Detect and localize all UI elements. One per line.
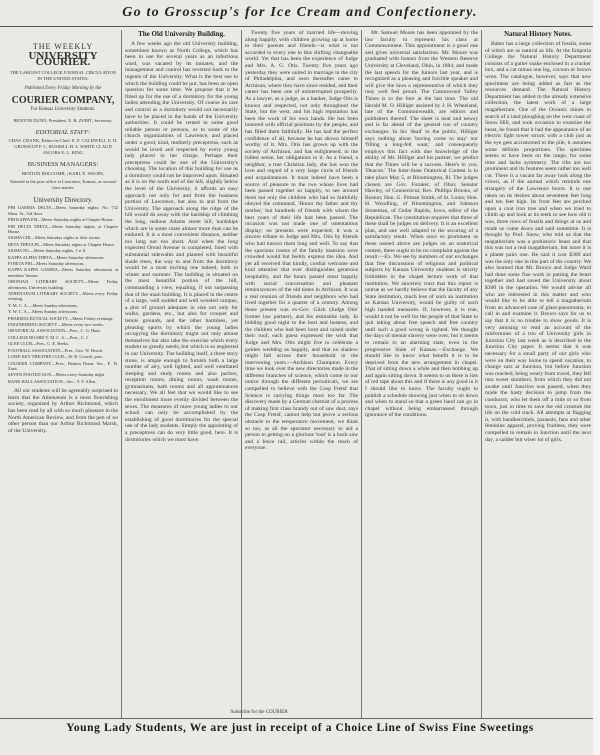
entered-note: Entered at the post office at Lawrence, Kansas, as second class matter.	[10, 178, 116, 190]
directory-closing: All our students will be agreeably surprised to learn that the Athenæum is a most flourishing society, organized by Arthur Richmond, which has been read by all with so much pleasure in the North American Review, and from the pen of no other person than our Arthur Richmond Marsh, of the University.	[8, 388, 118, 434]
article-column-3	[245, 30, 358, 720]
masthead-title: UNIVERSITY COURIER.	[28, 49, 98, 69]
directory-entry: LOWE KEY THEATRE CLUB—W. B. Crouch, pres.	[8, 354, 103, 360]
officers: BENTON DUNN, President. E. B. ZURIT, Secretary.	[13, 117, 113, 123]
directory-entry: PHI KAPPA PSI—Meets Saturday nights at Chapter House.	[8, 217, 114, 223]
article-column-2	[125, 30, 238, 720]
directory-entry: PHARMACEUTICAL SOCIETY—Meets Friday evenings.	[8, 315, 114, 321]
editorial-staff-title: EDITORIAL STAFF:	[35, 128, 91, 136]
directory-title: University Directory.	[33, 195, 93, 204]
masthead-small: THE WEEKLY	[32, 42, 94, 51]
directory-entry: PHI GAMMA DELTA—Meets Saturday nights, No. 732 Mass. St., 3rd floor.	[8, 205, 118, 216]
directory-entry: SIGMA CHI—Meets Saturday nights at their rooms.	[8, 235, 101, 241]
top-banner: Go to Grosscup's for Ice Cream and Confectionery.	[0, 0, 600, 27]
article-body-column-3: Twenty five years of married life—moving along happily, with children growing up at home to their parents and friends—is what is not accorded to every one in this shifting changeable world. Yet that has been the experience of Judge and Mrs. A. G. Otis. Twenty five years ago yesterday they were united in marriage in the city of Philadelphia, and soon thereafter came to Atchison, where they have since resided, and their career has been one of uninterrupted prosperity. As a lawyer, as a judge, as a banker, Judge Otis is known and respected, not only throughout the State, but the west, and his high reputation has been the work of his own hands. He has been honored with official positions by the people, and has filled them faithfully. He has had the perfect confidence of all, because he has shown himself worthy of it. Mrs. Otis has grown up with the society of Atchison, and has enlightened, in the fullest sense, her obligations to it. As a friend, a neighbor, a true Christian lady, she has won the love and regard of a very large circle of friends and acquaintances. It must indeed have been a source of pleasure to the two whose lives had been passed together so happily, to see around them not only the children who had so faithfully obeyed the command, 'Honor thy father and thy mother,' but hundreds of friends with whom the best years of their life had been passed. The occasion was not made one of ostentatious display; no presents were expected; it was a sincere tribute to Judge and Mrs. Otis by friends who had known them long and well. To say that the spacious rooms of the family mansion were crowded would but feebly express the idea. And yet all received that kindly, cordial welcome and kind attention that ever distinguishes generous hospitality, and the hours passed most happily with social conversation and pleasant reminiscences of the old times in Atchison. It was a real reunion of friends and neighbors who had lived together for a quarter of a century. Among those present was ex-Gov. Glick (Judge Otis' former law partner), and his estimable lady. In bidding good night to the host and hostess, and the children who had been born and raised under their roof, each guest expressed the wish that Judge and Mrs. Otis might live to celebrate a golden wedding as happily, and that no shadow might fall across their household in the intervening years.—Atchison Champion. Every time we look over the new directories made in the different branches of science, which come to our notice through the different periodicals, we are compelled to believe with the Cosp Fretsf that Science is carrying things most too far. The discovery made by a German chemist of a process of making first class brandy out of saw dust, says the Cosp Fretsf, cannot help but prove a serious obstacle to the temperance movement, we think so too, as all the spectator necessary to aid a person to getting on a glorious 'toot' is a buck saw and a fence rail, articles within the reach of everyone.	[245, 30, 358, 452]
business-managers: BENTON HOLCOMB, | KARL E. SWOPE,	[21, 170, 105, 176]
page-edge	[593, 0, 600, 755]
directory-list	[8, 205, 118, 384]
company-for: For Kansas University Students.	[30, 106, 96, 112]
directory-entry: ATHENAEUM LITERARY SOCIETY—Meets every Friday evening.	[8, 291, 118, 302]
business-managers-title: BUSINESS MANAGERS:	[27, 161, 99, 169]
directory-entry: BANK HALL ASSOCIATION—Sec., Y. F. Allen.	[8, 378, 97, 384]
directory-entry: ORATORICAL ASSOCIATION—Pres., C. G. Hunt.	[8, 328, 101, 334]
directory-entry: PI BETA PHI—Meets Saturday afternoons.	[8, 261, 85, 266]
masthead-subtitle: THE LARGEST COLLEGE JOURNAL CIRCULATION IN THE UNITED STATES.	[9, 69, 117, 81]
directory-entry: SEVEN FOOTED GUN—Meets every Saturday night.	[8, 372, 106, 378]
directory-entry: BETA THETA PI—Meets Saturday nights at Chapter House.	[8, 241, 116, 247]
directory-entry: PHI DELTA THETA—Meets Saturday nights, at Chapter House.	[8, 223, 118, 234]
company-name: COURIER COMPANY,	[11, 95, 115, 107]
directory-entry: Y. W. C. A.—Meets Sunday afternoons.	[8, 309, 78, 315]
directory-entry: COURIER COMPANY—Pres., Benton Dunn; Sec., E. B. Zurit.	[8, 360, 118, 371]
article-column-5	[485, 30, 591, 720]
directory-entry: FOOTBALL ASSOCIATION—Pres., Geo. W. Beach.	[8, 347, 104, 353]
masthead-column	[8, 30, 118, 720]
editorial-staff: CHAS. CRANK, Editor-in-Chief. E. F. CALDWELL E. D. GROSSCUP F. C. RUSSELL H. S. WHITE CLAUD JACOBS E. L. KING	[8, 138, 118, 156]
directory-entry: GLEE CLUB—Pres., C. E. Beeks.	[8, 341, 70, 347]
article-body-column-4: Mr. Samuel Moore has been appointed by the law faculty to represent his class at Commencement. This appointment is a good one and gives universal satisfaction. Mr. Moore was graduated with honors from the Western Reserve University at Cleveland, Ohio, in 1884, and made the last speech for the Juniors last year, and is recognized as a pleasing and forcible speaker and will give the laws a representative of which they may well feel proud. The Cottonwood Valley Times is to the fore at the last time. The old Herald M. O. Hilliger assisted by J. H. Wheeland, late of the Commonwealth, are editors and publishers thereof. The sheet is neat and newsy and is far ahead of the general run of country exchanges. In his 'dead' to the public, Hilliger says nothing about 'having come to stay' nor 'filling a long-felt want,' and consequently employs this fact with due knowledge of the ability of Mr. Hilliger and his partner, we predict that the Times will be a success. Here's to you, 'Deacon.' The Inter-State Oratorical Contest is to take place May 5, at Bloomington, Ill. The judges chosen are Gov. Foraker, of Ohio; Senator Hawley, of Connecticut; Rev. Phillips Brooks, of Boston; Hon. G. Pitman Smith, of St. Louis; Hon. H. Woodling, of Bloomington, and Johnson Stoneman, of Cedar Rapids, Iowa, editor of the Republican. The constitution requires that three of these shall be judges on delivery. It is an excellent plan, and one well adapted to the securing of a satisfactory result. When once so prominent as these named above are judges on an oratorical contest, there ought to be no complaint against the result.—Ex. We see by numbers of our exchanges that free discussions of religious and political subjects by Kansas University students is strictly forbidden in the chapel lecture work of that institution. We sincerely trust that this report is untrue as we hardly believe that the faculty of any State institution, much less of such an institution as Kansas University, would be guilty of such high handed measures. If, however, it is true, would it not be well for the people of that State to quit taking about free speech and free country until such a good wrong is righted. We thought the days of mental slavery were over, but it seems to remain to an alarming state, even in the progressive State of Kansas.—Exchange. We should like to know what benefit it is to be deprived from the new arrangement in chapel. That of sitting down a while and then bobbing up and again sitting down. It seems to us there is lots of red tape about this and if there is any good in it I should like to know. The faculty ought to publish a schedule showing just when to sit down and when to stand so that a green hand can go in chapel without being embarrassed through ignorance of the conditions.	[365, 30, 478, 419]
article-body-natural-history: Baker has a large collection of fossils, some of which are as natural as life. At the Emporia College the Natural History Department consists of a gutter snake enclosed in a cracker box, and a cat minus one leg, cocoon or brown wren. The catalogue, however, says that new specimens are being added as fast as the resources demand. The Natural History Department has added to the already extensive collection, the latest work of a large magatherium. One of the Oceanic mines in search of a land ploughing on the west coast of Snow Hill, and took occasion to examine the beast, he found that it had the appearance of an electric light tower struck with a club just as the eye gets accustomed to the pile, it assumes some definite proportions. The specimen seems to have been on the range, for some time and lacks symmetry. The ribs are too prominent and its features seem rather too well cut. There is a vacant far away look along the crown, as if the animal which reminds one strangely of the Lawrence boom. It is one taken on its desires about seventeen feet long and ten feet high. Its front feet are perched upon a coat iron tree and when we tried to climb up and look at its teeth to see how old it was, three rows of fossils and things at us and made us come down and said sometime. It is thought by Prof. Snow, who told us that the magatherium was a prehistoric beast and that this was not a real magatherium, but more it is a planet pairs one. He said it cost $300 and was the only one in this part of the country. We also learned that Mr. Brown and Judge Ward had done some fine work in putting the beast together and had saved the University about $300 in the operation. We would advise all who are interested in this matter and who would like to be able to tell a magatherium from an advanced case of glass-pneumonia, to call in and examine it. Brown says for us to say that it is no trouble to show goods. It is very amusing to read an account of the misfortunes of a trio of University girls in Junction City last week as is described in the Junction City paper. It seems that it was necessary for a small party of our girls who were on their way home to spend vacation, to change cars at Junction, but before Junction was reached, being weary from travel, they fell into sweet slumbers, from which they did not awake until Junction was passed, when they made the hasty decision to jump from the conductor, who let them off a mile or so from town, just in time to save the old creature the life on the cold track. All attempts at flagging it, with handkerchiefs, parasols, fans and other feminine apparel, proving fruitless, they were compelled to remain in Junction until the next day, a sadder but wiser lot of girls.	[485, 41, 591, 443]
column-rule	[121, 30, 122, 718]
column-rule	[361, 30, 362, 718]
article-body-old-university: A few weeks ago the old University building, sometimes known as North College, which has been in use for several years as an infectious ward, was vacated by its inmates, and the management and control has reverted back to the regents of the University. What is the best use to which the building could be put, has been an open question for some time. We propose that it be fitted up for the use of a dormitory for the young ladies attending the University. Of course its care and control as a dormitory would not necessarily have to be placed in the hands of the University authorities. It could be rented to some good reliable person or persons, or to some of the church organizations of Lawrence, and placed under a good, kind, motherly preceptress, such as would be loved and respected by every young lady placed in her charge. Perhaps their preceptress could be one of the University's choosing. The location of this building for use as a dormitory could not be improved upon. Situated as it is on the north end of the hill, slightly below the level of the University, it affords an easy approach not only for and from the business portion of Lawrence, but also to and from the University. The approach along the ridge of the hill would do away with the hardship of climbing the long, tedious Adams street hill, hardships which are in some cases almost more than can be endured. It is a most convenient distance, neither too long nor too short. And when the long expected Oread Avenue is completed, lined with substantial sidewalks and planted with beautiful shade trees, the way to and from the dormitory would be a most inviting one indeed, both in winter and summer. The building is situated on the most beautiful portion of the hill, commanding a view, equaling, if not surpassing that of the main building. It is placed in the centre of a large, well sodded and well wooded campus, a plot of ground adequate in size not only for walks, gardens, etc., but also for croquet and tennis grounds, and the other harmless, yet pleasing sports by which the young ladies occupying the dormitory might not only amuse themselves but also take the exercise which every student so greatly needs, but which is so neglected in our University. The building itself, a three story stone, is ample enough to furnish both a large number of airy, well lighted, and well ventilated sleeping and study rooms and also parlors, reception rooms, dining rooms, wash rooms, gymnasiums, bath rooms and all appurtenances necessary. We all feel that we would like to see the enrollment more evenly divided between the sexes. The measures of more young ladies to our school can only be accomplished by the establishing of good dormitories for the special use of the lady students. Simply the appointing of a preceptress can do very little good, here. It is dormitories which we must have.	[125, 41, 238, 443]
published-line: Published Every Friday Morning by the	[24, 85, 102, 91]
article-title-natural-history: Natural History Notes.	[504, 30, 572, 38]
directory-entry: ENGINEERING SOCIETY—Meets every two weeks.	[8, 322, 105, 328]
article-title-old-university: The Old University Building.	[138, 30, 225, 38]
column-rule	[241, 30, 242, 718]
directory-entry: ORONIAN LITERARY SOCIETY—Meets Friday afternoons, University building.	[8, 279, 118, 290]
column-rule	[481, 30, 482, 718]
bottom-banner: Young Lady Students, We are just in receipt of a Choice Line of Swiss Fine Sweetings	[0, 718, 600, 737]
directory-entry: KAPPA ALPHA THETA—Meets Saturday afternoons.	[8, 254, 105, 260]
directory-entry: SIGMA NU—Meets Saturday nights, 1 st fl.	[8, 248, 87, 254]
directory-entry: KAPPA KAPPA GAMMA—Meets Saturday afternoons at members' homes.	[8, 267, 118, 278]
subscribe-note: Subscribe for the COURIER	[230, 710, 288, 715]
article-column-4	[365, 30, 478, 720]
directory-entry: COLLEGE BOARD Y. M. C. A.—Pres., C. J.	[8, 334, 89, 340]
directory-entry: Y. M. C. A.—Meets Sunday afternoons.	[8, 302, 79, 308]
